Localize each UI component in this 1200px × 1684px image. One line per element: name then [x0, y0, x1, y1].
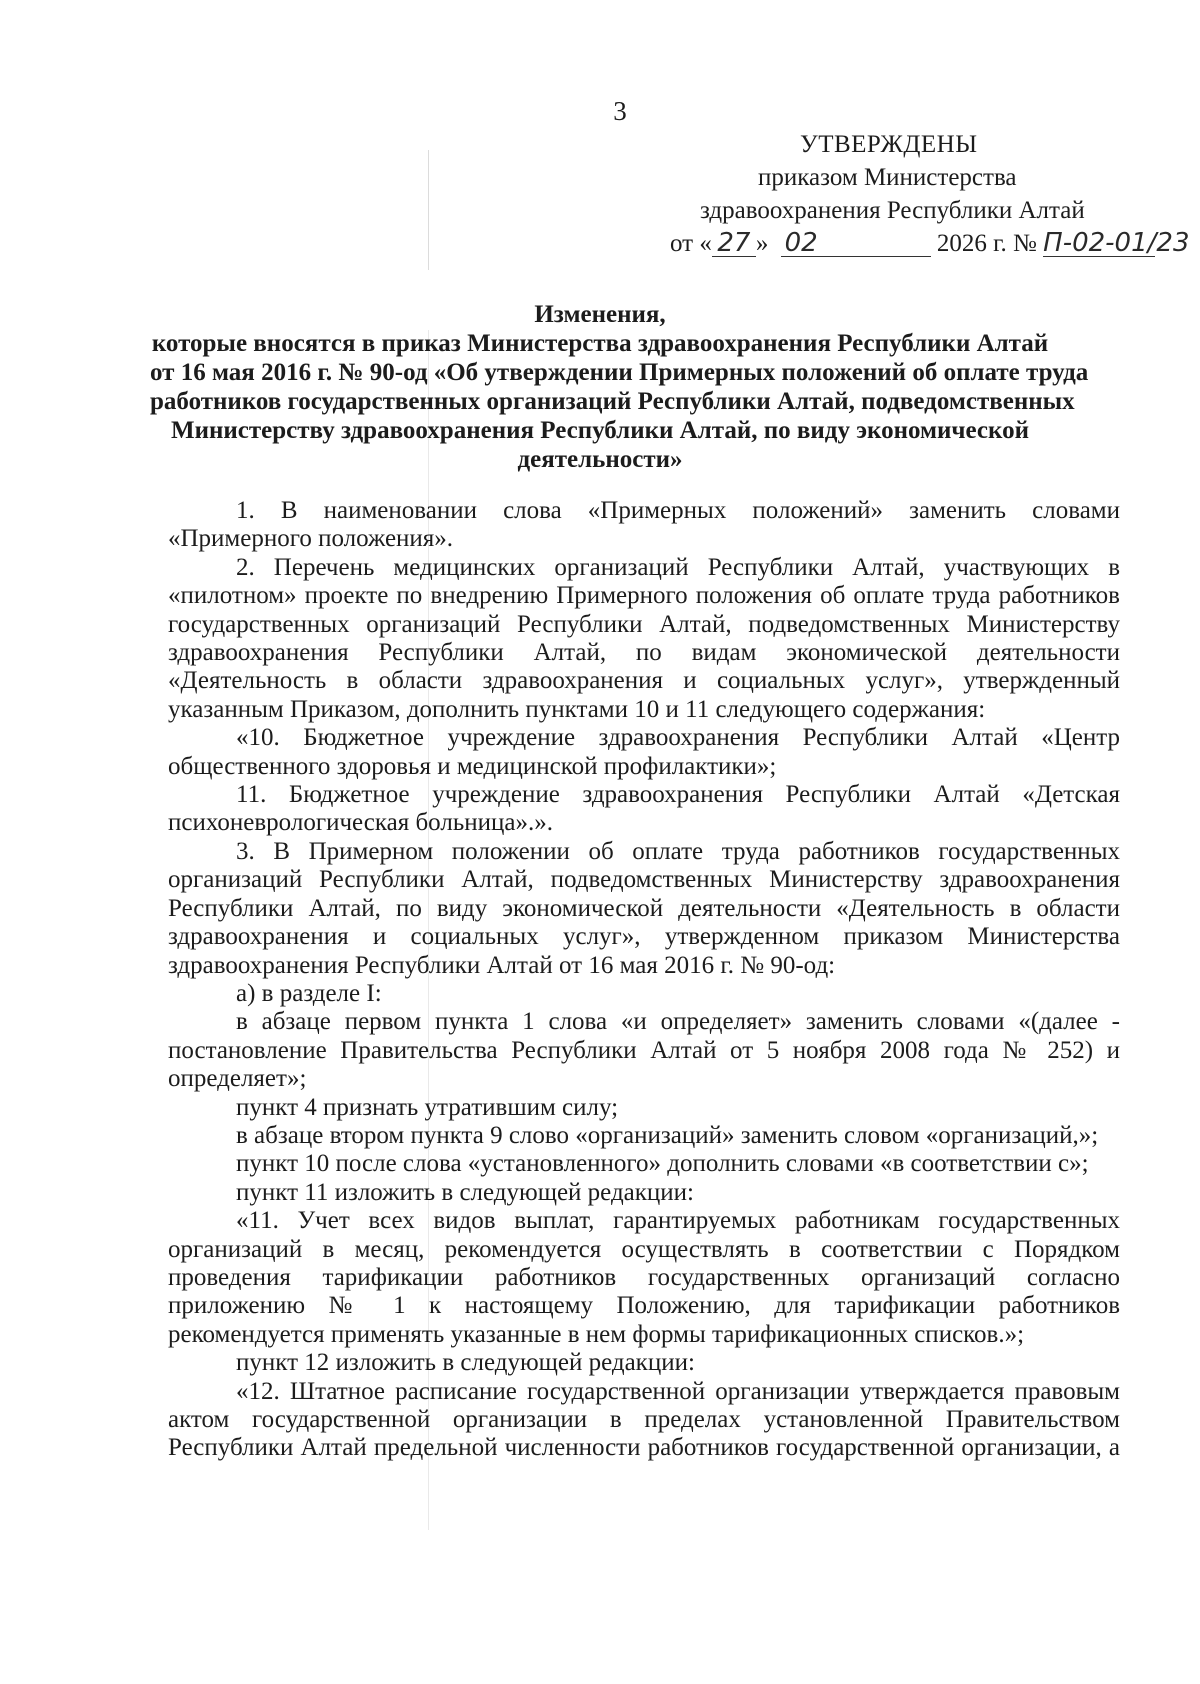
paragraph-1: 1. В наименовании слова «Примерных положений» заменить словами «Примерного положения». — [168, 497, 1120, 553]
paragraph-3-item-12-text: «12. Штатное расписание государственной организации утверждается правовым актом государственной организации в пределах установленной Правительством Республики Алтай предельной численности работников государственной организации, а — [168, 1377, 1120, 1462]
paragraph-2: 2. Перечень медицинских организаций Республики Алтай, участвующих в «пилотном» проекте по внедрению Примерного положения об оплате труда работников государственных организаций Республики Алтай, подведомственных Министерству здравоохранения Республики Алтай, по видам экономической деятельности «Деятельность в области здравоохранения и социальных услуг», утвержденный указанным Приказом, дополнить пунктами 10 и 11 следующего содержания: — [168, 553, 1120, 723]
paragraph-3-item-10: пункт 10 после слова «установленного» дополнить словами «в соответствии с»; — [236, 1150, 1089, 1178]
approval-heading: УТВЕРЖДЕНЫ — [800, 131, 978, 158]
scan-artifact-line — [428, 150, 429, 270]
title-line: которые вносятся в приказ Министерства здравоохранения Республики Алтай — [151, 330, 1049, 357]
paragraph-3-section-a: а) в разделе I: — [236, 979, 382, 1007]
page-number: 3 — [613, 96, 627, 126]
approval-stamp-block — [640, 128, 1190, 260]
title-line: Министерству здравоохранения Республики Алтай, по виду экономической — [170, 417, 1030, 444]
document-body — [168, 497, 1120, 1463]
paragraph-3-item-1: в абзаце первом пункта 1 слова «и определяет» заменить словами «(далее - постановление Правительства Республики Алтай от 5 ноября 2008 года № 252) и определяет»; — [168, 1008, 1120, 1093]
approval-line-order: приказом Министерства — [758, 164, 1017, 191]
handwritten-order-number: П-02-01/23 — [1043, 228, 1190, 258]
paragraph-3-item-4: пункт 4 признать утратившим силу; — [236, 1093, 619, 1121]
paragraph-2-item-10: «10. Бюджетное учреждение здравоохранения Республики Алтай «Центр общественного здоровья и медицинской профилактики»; — [168, 724, 1120, 780]
year-and-number-label: 2026 г. № — [936, 230, 1037, 257]
paragraph-3-item-9: в абзаце втором пункта 9 слово «организаций» заменить словом «организаций,»; — [236, 1121, 1099, 1149]
paragraph-3-item-11-text: «11. Учет всех видов выплат, гарантируемых работникам государственных организаций в месяц, рекомендуется осуществлять в соответствии с Порядком проведения тарификации работников государственных организаций согласно приложению № 1 к настоящему Положению, для тарификации работников рекомендуется применять указанные в нем формы тарификационных списков.»; — [168, 1207, 1120, 1348]
date-prefix: от « — [670, 230, 712, 257]
title-line: Изменения, — [534, 301, 666, 328]
title-line: работников государственных организаций Республики Алтай, подведомственных — [150, 388, 1075, 415]
paragraph-3-item-11-intro: пункт 11 изложить в следующей редакции: — [236, 1178, 694, 1206]
title-line: от 16 мая 2016 г. № 90-од «Об утверждении Примерных положений об оплате труда — [150, 359, 1089, 386]
paragraph-2-item-11: 11. Бюджетное учреждение здравоохранения Республики Алтай «Детская психоневрологическая больница».». — [168, 781, 1120, 837]
handwritten-month: 02 — [781, 230, 931, 257]
document-title — [150, 300, 1089, 474]
handwritten-day: 27 — [712, 230, 756, 257]
title-line: деятельности» — [517, 446, 683, 473]
paragraph-3-item-12-intro: пункт 12 изложить в следующей редакции: — [236, 1349, 695, 1377]
paragraph-3: 3. В Примерном положении об оплате труда работников государственных организаций Республики Алтай, подведомственных Министерству здравоохранения Республики Алтай, по виду экономической деятельности «Деятельность в области здравоохранения и социальных услуг», утвержденном приказом Министерства здравоохранения Республики Алтай от 16 мая 2016 г. № 90-од: — [168, 837, 1120, 979]
approval-date-line — [640, 227, 1190, 260]
date-quote-close: » — [755, 230, 769, 257]
approval-line-ministry: здравоохранения Республики Алтай — [700, 197, 1085, 224]
